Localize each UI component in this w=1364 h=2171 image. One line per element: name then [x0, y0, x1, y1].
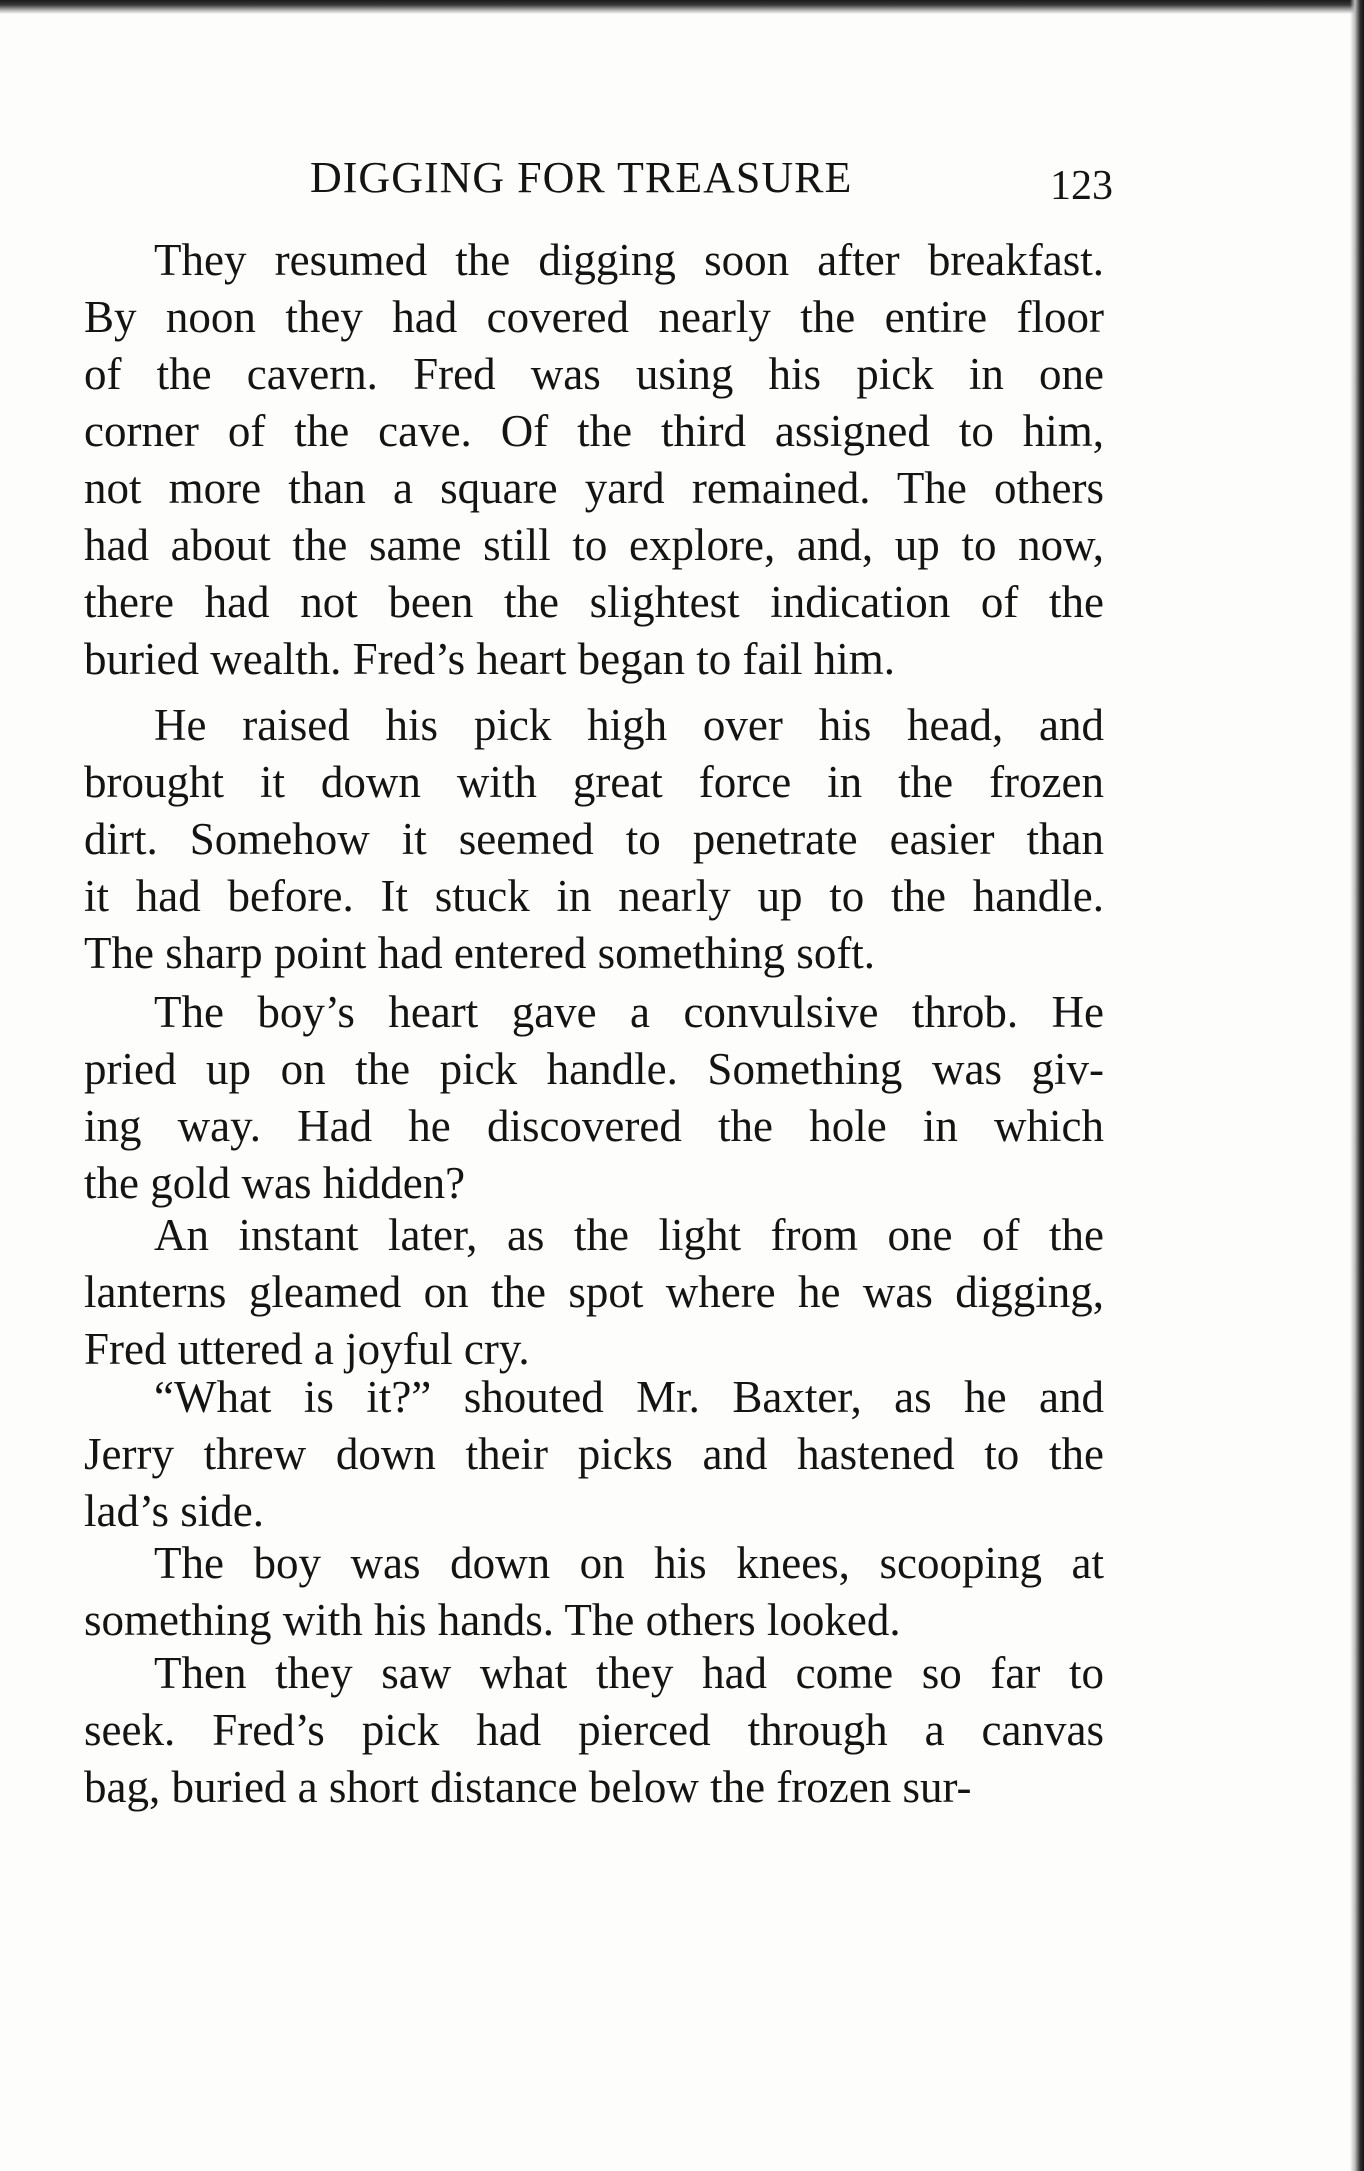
scan-right-edge [1350, 0, 1364, 2171]
text-line: “What is it?” shouted Mr. Baxter, as he and [154, 1372, 1104, 1422]
text-line: They resumed the digging soon after breakfast. [154, 235, 1104, 285]
text-line: not more than a square yard remained. The others [84, 463, 1104, 513]
scan-top-edge [0, 0, 1364, 14]
text-line: the gold was hidden? [84, 1158, 466, 1208]
text-line: corner of the cave. Of the third assigned to him, [84, 406, 1104, 456]
text-line: of the cavern. Fred was using his pick in one [84, 349, 1104, 399]
text-line: Fred uttered a joyful cry. [84, 1324, 530, 1374]
text-line: pried up on the pick handle. Something was giv- [84, 1044, 1104, 1094]
text-line: brought it down with great force in the frozen [84, 757, 1104, 807]
text-line: The sharp point had entered something soft. [84, 928, 876, 978]
text-line: Then they saw what they had come so far to [154, 1648, 1104, 1698]
text-line: it had before. It stuck in nearly up to the handle. [84, 871, 1104, 921]
text-line: The boy’s heart gave a convulsive throb. He [154, 987, 1104, 1037]
text-line: The boy was down on his knees, scooping at [154, 1538, 1104, 1588]
page-number: 123 [1050, 163, 1113, 209]
text-line: ing way. Had he discovered the hole in which [84, 1101, 1104, 1151]
text-line: something with his hands. The others looked. [84, 1595, 901, 1645]
text-line: Jerry threw down their picks and hastened to the [84, 1429, 1104, 1479]
page-header [310, 152, 1130, 212]
text-line: seek. Fred’s pick had pierced through a canvas [84, 1705, 1104, 1755]
text-line: had about the same still to explore, and, up to now, [84, 520, 1104, 570]
text-line: An instant later, as the light from one of the [154, 1210, 1104, 1260]
text-line: lad’s side. [84, 1486, 264, 1536]
text-line: dirt. Somehow it seemed to penetrate easier than [84, 814, 1104, 864]
text-line: He raised his pick high over his head, and [154, 700, 1104, 750]
text-line: there had not been the slightest indication of the [84, 577, 1104, 627]
text-line: lanterns gleamed on the spot where he was digging, [84, 1267, 1104, 1317]
text-line: buried wealth. Fred’s heart began to fail him. [84, 634, 896, 684]
text-line: bag, buried a short distance below the frozen sur- [84, 1762, 972, 1812]
text-line: By noon they had covered nearly the entire floor [84, 292, 1104, 342]
running-head: DIGGING FOR TREASURE [310, 153, 853, 202]
